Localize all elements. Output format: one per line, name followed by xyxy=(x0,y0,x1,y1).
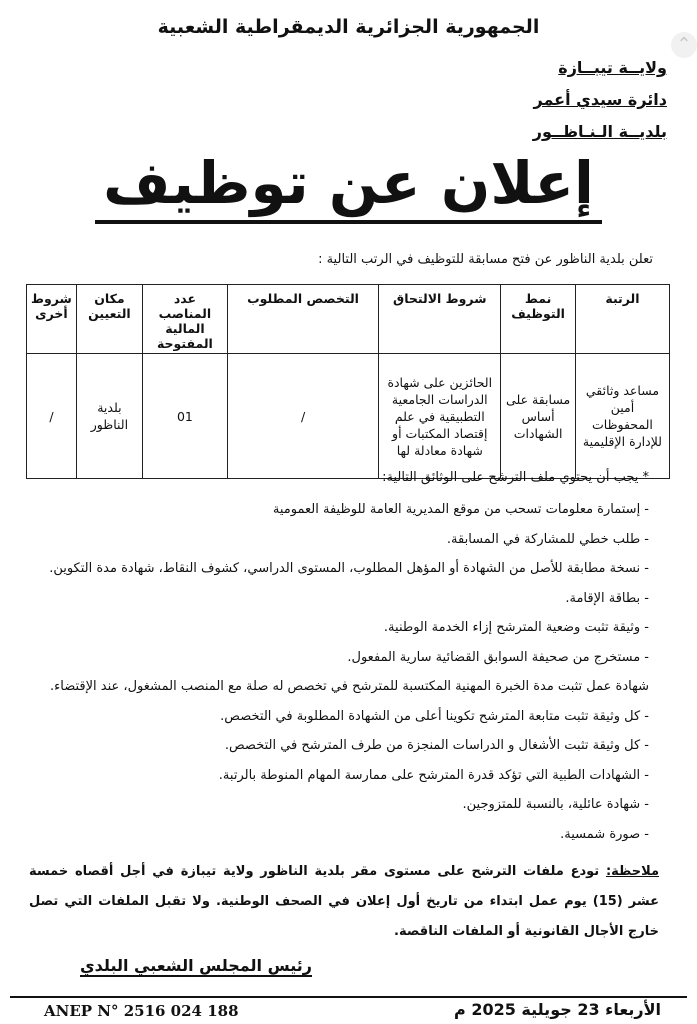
cell-conditions: الحائزين على شهادة الدراسات الجامعية التطبيقية في علم إقتصاد المكتبات أو شهادة معادلة لها xyxy=(379,354,501,479)
list-item: - نسخة مطابقة للأصل من الشهادة أو المؤهل المطلوب، المستوى الدراسي، كشوف النقاط، شهادة مدة التكوين. xyxy=(49,561,649,576)
column-header-conditions: شروط الالتحاق xyxy=(379,285,501,354)
cell-recruitment-mode: مسابقة على أساس الشهادات xyxy=(501,354,576,479)
footer-divider xyxy=(10,996,687,998)
administration-block xyxy=(533,52,667,148)
signature-text: رئيس المجلس الشعبي البلدي xyxy=(80,956,312,975)
commune-label: بلديــة الـنـاظــور xyxy=(532,122,667,141)
column-header-recruitment-mode: نمط التوظيف xyxy=(501,285,576,354)
column-header-positions-count: عدد المناصب المالية المفتوحة xyxy=(142,285,227,354)
list-item: - وثيقة تثبت وضعية المترشح إزاء الخدمة الوطنية. xyxy=(383,620,649,635)
note-text: تودع ملفات الترشح على مستوى مقر بلدية الناظور ولاية تيبازة في أجل أقصاه خمسة عشر (15) يوم عمل ابتداء من تاريخ أول إعلان في الصحف الوطنية. ولا تقبل الملفات التي تصل خارج الأجال القانونية أو الملفات الناقصة. xyxy=(29,864,659,939)
page-title xyxy=(0,148,697,224)
cell-location: بلدية الناظور xyxy=(76,354,142,479)
chevron-up-icon[interactable]: ⌃ xyxy=(671,32,697,58)
cell-positions-count: 01 xyxy=(142,354,227,479)
table-header-row xyxy=(27,285,670,354)
requirements-list xyxy=(29,470,649,849)
list-item: - شهادة عائلية، بالنسبة للمتزوجين. xyxy=(462,797,649,812)
column-header-location: مكان التعيين xyxy=(76,285,142,354)
republic-header: الجمهورية الجزائرية الديمقراطية الشعبية xyxy=(157,16,540,38)
positions-table xyxy=(26,284,670,479)
list-item: - الشهادات الطبية التي تؤكد قدرة المترشح على ممارسة المهام المنوطة بالرتبة. xyxy=(218,767,649,783)
list-item: شهادة عمل تثبت مدة الخبرة المهنية المكتسبة للمترشح في تخصص له صلة مع المنصب المشغول، عند الإقتضاء. xyxy=(49,679,649,694)
list-item: - كل وثيقة تثبت الأشغال و الدراسات المنجزة من طرف المترشح في التخصص. xyxy=(224,738,649,753)
column-header-specialty: التخصص المطلوب xyxy=(227,285,378,354)
note-paragraph xyxy=(29,857,659,947)
list-item: - طلب خطي للمشاركة في المسابقة. xyxy=(446,531,649,547)
anep-reference: ANEP N° 2516 024 188 xyxy=(44,1002,239,1020)
signature-title xyxy=(0,956,697,975)
page-title-text: إعلان عن توظيف xyxy=(95,148,602,224)
publication-date: الأربعاء 23 جويلية 2025 م xyxy=(454,1000,661,1019)
requirements-heading: * يجب أن يحتوي ملف الترشح على الوثائق التالية: xyxy=(382,470,649,485)
column-header-other-conditions: شروط أخرى xyxy=(27,285,77,354)
daira-label: دائرة سيدي أعمر xyxy=(533,90,667,109)
wilaya-label: ولايــة تيبــازة xyxy=(558,58,667,77)
list-item: - صورة شمسية. xyxy=(560,826,649,842)
list-item: - مستخرج من صحيفة السوابق القضائية سارية المفعول. xyxy=(347,649,649,665)
cell-specialty: / xyxy=(227,354,378,479)
list-item: - إستمارة معلومات تسحب من موقع المديرية العامة للوظيفة العمومية xyxy=(272,502,649,517)
intro-text: تعلن بلدية الناظور عن فتح مسابقة للتوظيف في الرتب التالية : xyxy=(318,252,653,267)
cell-grade: مساعد وثائقي أمين المحفوظات للإدارة الإقليمية xyxy=(575,354,669,479)
cell-other-conditions: / xyxy=(27,354,77,479)
list-item: - بطاقة الإقامة. xyxy=(565,590,649,606)
note-label: ملاحظة: xyxy=(605,864,659,879)
list-item: - كل وثيقة تثبت متابعة المترشح تكوينا أعلى من الشهادة المطلوبة في التخصص. xyxy=(220,708,649,724)
table-row xyxy=(27,354,670,479)
column-header-grade: الرتبة xyxy=(575,285,669,354)
